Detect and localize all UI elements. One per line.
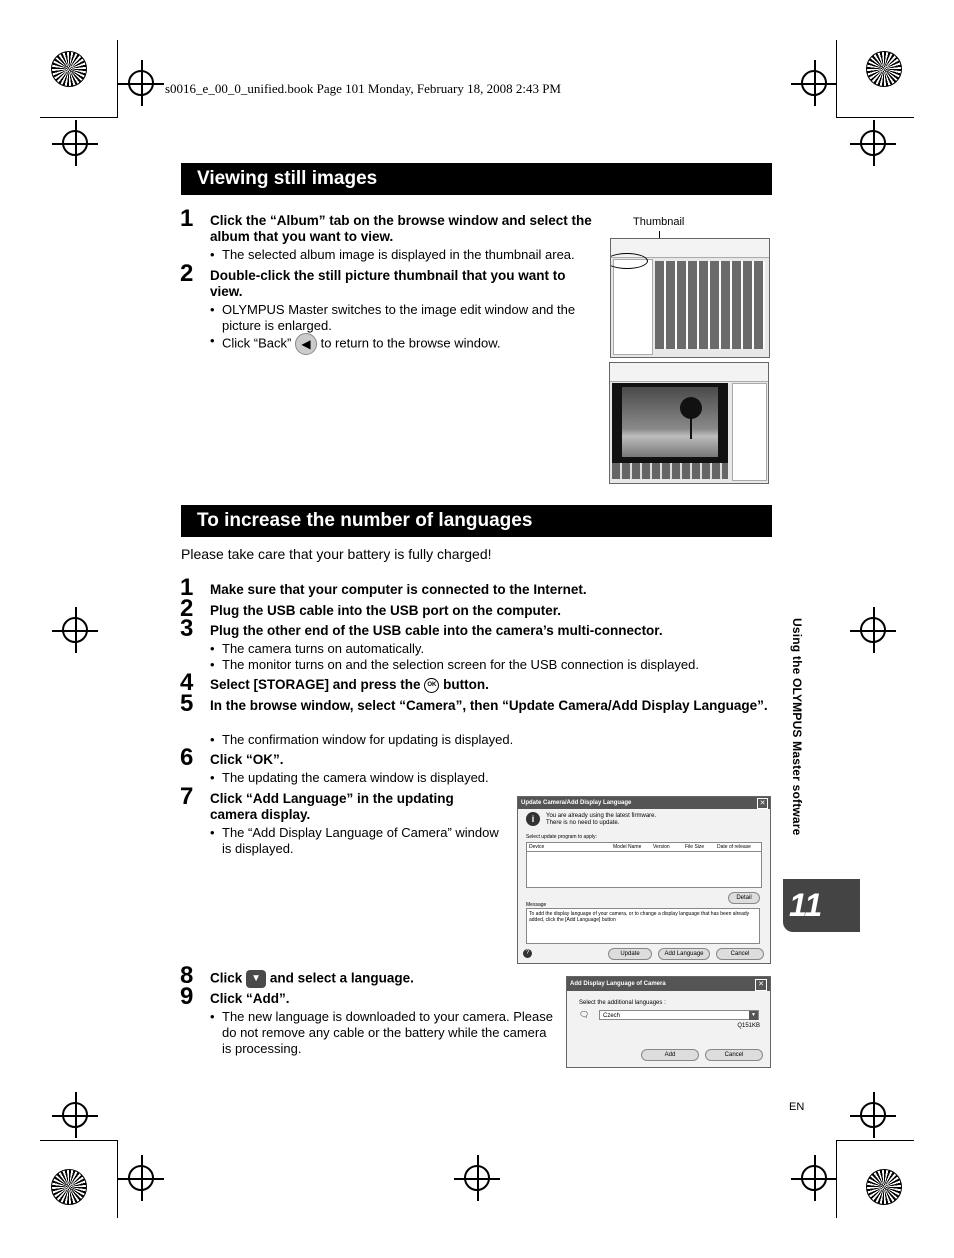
registration-star-bl (51, 1169, 87, 1205)
registration-mark (128, 1165, 154, 1191)
step-number: 3 (180, 615, 194, 642)
step-text: Plug the other end of the USB cable into the camera’s multi-connector. (210, 623, 663, 638)
update-camera-window (517, 796, 771, 964)
col-header: File Size (685, 844, 705, 850)
update-button[interactable]: Update (608, 948, 652, 960)
registration-star-tr (866, 51, 902, 87)
step-text: Click ▼ and select a language. (210, 970, 550, 988)
step-text: Click “Add Language” in the updating camera display. (210, 791, 454, 822)
close-icon[interactable]: ✕ (755, 979, 767, 991)
tree-photo (622, 387, 718, 457)
crop-mark (836, 117, 914, 118)
step-text: Select [STORAGE] and press the OK button. (210, 677, 489, 692)
detail-button[interactable]: Detail (728, 892, 760, 904)
language-select[interactable] (599, 1010, 759, 1020)
bullet-item: • OLYMPUS Master switches to the image edit window and the picture is enlarged. (210, 302, 576, 333)
registration-mark (801, 70, 827, 96)
step-number: 4 (180, 669, 194, 696)
col-header: Device (529, 844, 545, 850)
bullet-item: • The “Add Display Language of Camera” window is displayed. (210, 825, 499, 856)
col-header: Model Name (613, 844, 642, 850)
registration-mark (62, 617, 88, 643)
language-label: Select the additional languages : (579, 1000, 666, 1006)
step-number: 1 (180, 574, 194, 601)
bullet-item: • The new language is downloaded to your camera. Please do not remove any cable or the battery while the camera is processing. (210, 1009, 553, 1056)
step-number: 7 (180, 783, 194, 810)
message-box: To add the display language of your camera, or to change a display language that has been already added, click the [Add Language] button (526, 908, 760, 944)
crop-mark (836, 40, 837, 118)
chevron-down-icon[interactable]: ▼ (749, 1011, 758, 1020)
download-size: Q151KB (737, 1023, 760, 1029)
help-icon[interactable]: ? (523, 949, 532, 958)
step-text: Click “OK”. (210, 752, 284, 767)
crop-mark (117, 1140, 118, 1218)
back-arrow-icon: ◀ (295, 333, 317, 355)
step-text: Double-click the still picture thumbnail that you want to view. (210, 268, 566, 299)
bullet-item: • The selected album image is displayed in the thumbnail area. (210, 247, 575, 262)
step-number: 9 (180, 983, 194, 1010)
section-title-viewing: Viewing still images (181, 163, 772, 195)
registration-mark (860, 617, 886, 643)
chapter-side-title: Using the OLYMPUS Master software (790, 618, 804, 836)
cancel-button[interactable]: Cancel (705, 1049, 763, 1061)
step-text: Plug the USB cable into the USB port on the computer. (210, 603, 562, 618)
language-code: EN (789, 1101, 805, 1113)
crop-mark (836, 1140, 914, 1141)
add-button[interactable]: Add (641, 1049, 699, 1061)
browse-window-screenshot (610, 238, 770, 358)
registration-star-tl (51, 51, 87, 87)
crop-mark (836, 1140, 837, 1218)
dropdown-arrow-icon: ▼ (246, 970, 266, 988)
ok-button-icon: OK (424, 678, 439, 693)
chapter-tab: 11 (783, 879, 860, 932)
bullet-item: • The monitor turns on and the selection screen for the USB connection is displayed. (210, 657, 699, 672)
registration-mark (860, 1102, 886, 1128)
update-msg-2: There is no need to update. (546, 820, 620, 826)
crop-mark (40, 117, 118, 118)
update-msg-1: You are already using the latest firmware. (546, 813, 657, 819)
step-number: 6 (180, 744, 194, 771)
step-number: 2 (180, 595, 194, 622)
window-title: Update Camera/Add Display Language (518, 797, 770, 809)
bullet-item: • Click “Back” ◀ to return to the browse window. (210, 333, 600, 355)
battery-note: Please take care that your battery is fully charged! (181, 546, 492, 562)
message-label: Message (526, 902, 547, 908)
speaker-icon: 🗨 (579, 1010, 590, 1019)
registration-mark (128, 70, 154, 96)
edit-window-screenshot (609, 362, 769, 484)
section-title-languages: To increase the number of languages (181, 505, 772, 537)
step-number: 2 (180, 260, 194, 287)
registration-mark (62, 1102, 88, 1128)
add-language-window (566, 976, 771, 1068)
file-header: s0016_e_00_0_unified.book Page 101 Monday, February 18, 2008 2:43 PM (165, 81, 561, 96)
registration-mark (860, 130, 886, 156)
col-header: Date of release (717, 844, 751, 850)
bullet-item: • The camera turns on automatically. (210, 641, 425, 656)
step-text: Click the “Album” tab on the browse window and select the album that you want to view. (210, 213, 592, 244)
step-text: In the browse window, select “Camera”, then “Update Camera/Add Display Language”. (210, 698, 768, 713)
step-text: Make sure that your computer is connected to the Internet. (210, 582, 587, 597)
close-icon[interactable]: ✕ (757, 798, 768, 809)
registration-mark (62, 130, 88, 156)
step-number: 5 (180, 690, 194, 717)
step-number: 8 (180, 962, 194, 989)
thumbnail-callout: Thumbnail (633, 216, 685, 228)
update-table[interactable] (526, 842, 762, 888)
step-text: Click “Add”. (210, 991, 290, 1006)
window-title: Add Display Language of Camera (567, 977, 770, 991)
crop-mark (40, 1140, 118, 1141)
bullet-item: • The updating the camera window is displayed. (210, 770, 489, 785)
cancel-button[interactable]: Cancel (716, 948, 764, 960)
registration-mark (801, 1165, 827, 1191)
col-header: Version (653, 844, 670, 850)
selected-language: Czech (603, 1013, 621, 1019)
add-language-button[interactable]: Add Language (658, 948, 710, 960)
info-icon: i (526, 812, 540, 826)
step-number: 1 (180, 205, 194, 232)
crop-mark (117, 40, 118, 118)
select-label: Select update program to apply: (526, 834, 597, 840)
registration-mark (464, 1165, 490, 1191)
bullet-item: • The confirmation window for updating is displayed. (210, 732, 514, 747)
registration-star-br (866, 1169, 902, 1205)
